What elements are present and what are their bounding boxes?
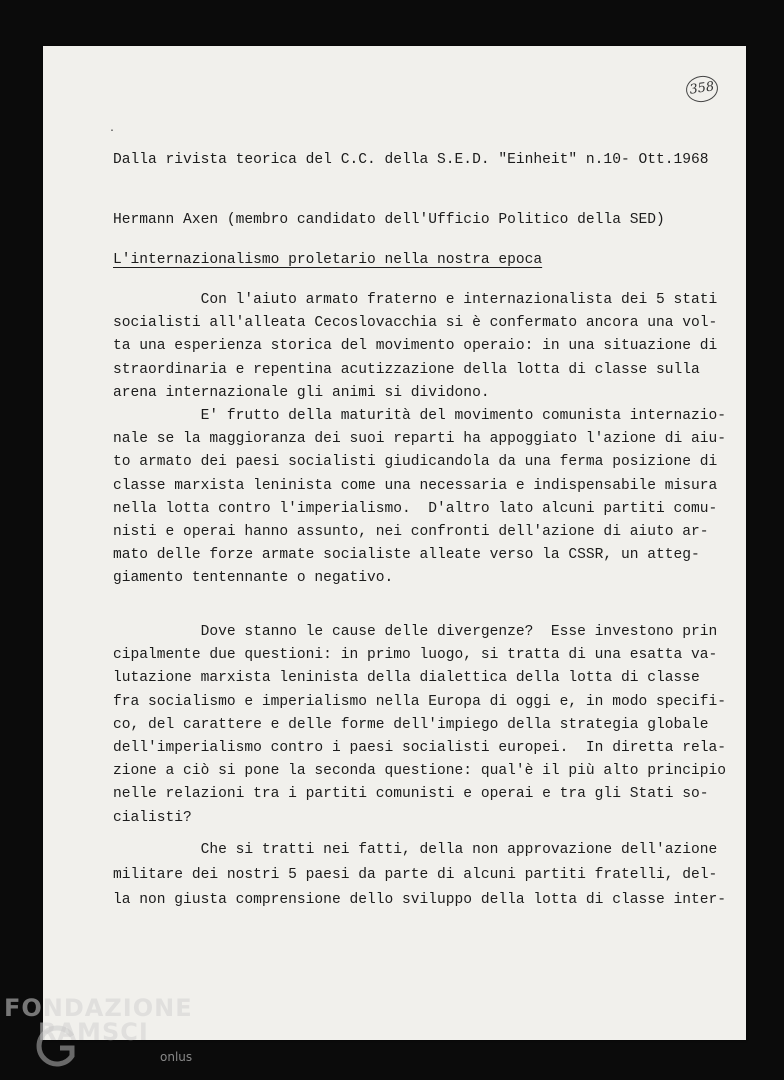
watermark-line-2: RAMSCI xyxy=(38,1018,149,1046)
page-number-stamp: 358 xyxy=(684,74,719,104)
paragraph-4: Che si tratti nei fatti, della non approvazione dell'azione militare dei nostri 5 paesi da parte di alcuni partiti fratelli, del- la non giusta comprensione dello sviluppo della lotta di classe inter- xyxy=(113,842,727,908)
document-page xyxy=(43,46,746,1040)
watermark-line-1: FONDAZIONE xyxy=(4,994,193,1022)
author-line: Hermann Axen (membro candidato dell'Ufficio Politico della SED) xyxy=(113,212,665,228)
margin-mark: · xyxy=(109,126,116,137)
gramsci-logo-icon xyxy=(32,1022,80,1070)
paragraph-2: E' frutto della maturità del movimento comunista internazio- nale se la maggioranza dei suoi reparti ha appoggiato l'azione di aiu- to armato dei paesi socialisti giudicandola da una ferma posizione di classe marxista leninista come una necessaria e indispensabile misura nella lotta contro l'imperialismo. D'altro lato alcuni partiti comu- nisti e operai hanno assunto, nei confronti dell'azione di aiuto ar- mato delle forze armate socialiste alleate verso la CSSR, un atteg- giamento tentennante o negativo. xyxy=(113,408,727,587)
article-title: L'internazionalismo proletario nella nostra epoca xyxy=(113,252,543,268)
source-heading: Dalla rivista teorica del C.C. della S.E.D. "Einheit" n.10- Ott.1968 xyxy=(113,152,709,168)
paragraph-1: Con l'aiuto armato fraterno e internazionalista dei 5 stati socialisti all'alleata Cecoslovacchia si è confermato ancora una vol- ta una esperienza storica del movimento operaio: in una situazione di straordinaria e repentina acutizzazione della lotta di classe sulla arena internazionale gli animi si dividono. xyxy=(113,292,718,401)
watermark-suffix: onlus xyxy=(160,1050,193,1064)
paragraph-3: Dove stanno le cause delle divergenze? Esse investono prin cipalmente due questioni: in primo luogo, si tratta di una esatta va- lutazione marxista leninista della dialettica della lotta di classe fra socialismo e imperialismo nella Europa di oggi e, in modo specifi- co, del carattere e delle forme dell'impiego della strategia globale dell'imperialismo contro i paesi socialisti europei. In diretta rela- zione a ciò si pone la seconda questione: qual'è il più alto principio nelle relazioni tra i partiti comunisti e operai e tra gli Stati so- cialisti? xyxy=(113,624,727,826)
